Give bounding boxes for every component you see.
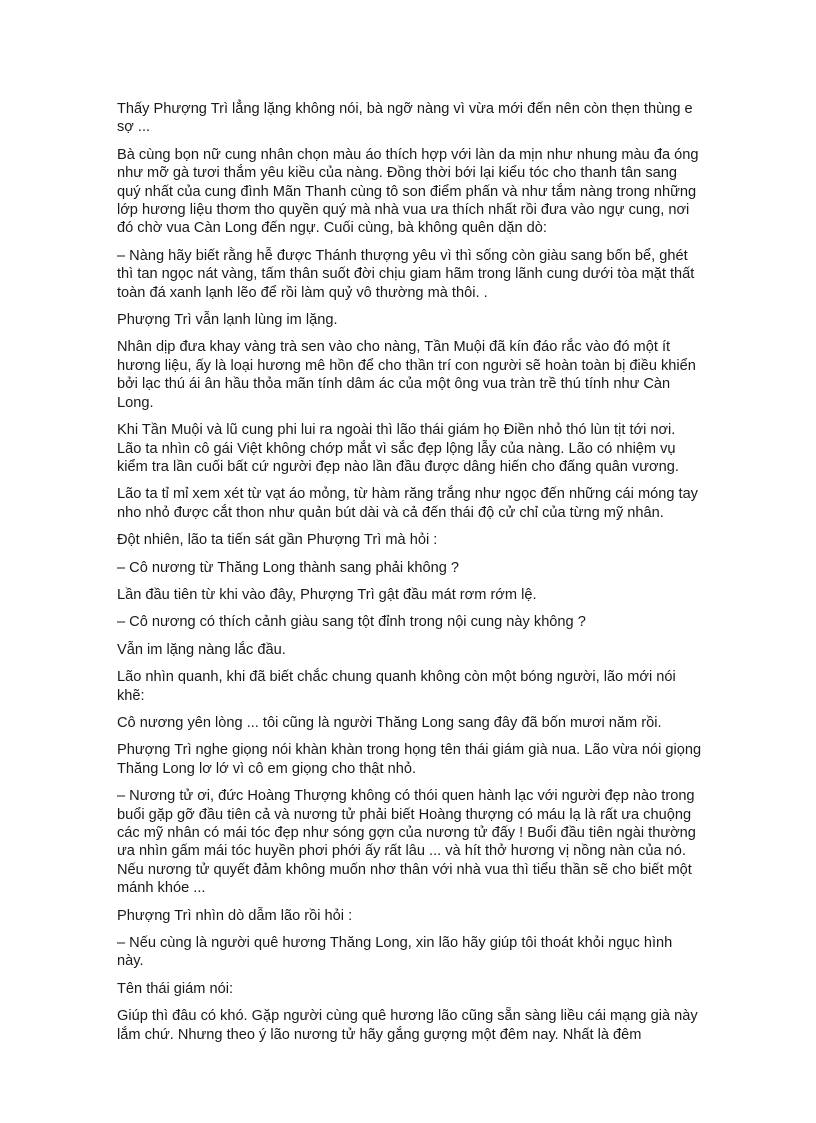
- paragraph-10: Lần đầu tiên từ khi vào đây, Phượng Trì gật đầu mát rơm rớm lệ.: [117, 586, 537, 603]
- paragraph-5: Nhân dịp đưa khay vàng trà sen vào cho nàng, Tần Muội đã kín đáo rắc vào đó một ít hương liệu, ấy là loại hương mê hồn để cho thần trí con người sẽ hoàn toàn bị điều khiển bởi lạc thú ái ân hầu thỏa mãn tính dâm ác của một ông vua tràn trề thú tính như Càn Long.: [117, 339, 696, 411]
- paragraph-17: Phượng Trì nhìn dò dẫm lão rồi hỏi :: [117, 907, 353, 924]
- paragraph-13: Lão nhìn quanh, khi đã biết chắc chung quanh không còn một bóng người, lão mới nói khẽ:: [117, 669, 676, 704]
- paragraph-14: Cô nương yên lòng ... tôi cũng là người Thăng Long sang đây đã bốn mươi năm rồi.: [117, 714, 662, 731]
- paragraph-4: Phượng Trì vẫn lạnh lùng im lặng.: [117, 312, 338, 329]
- paragraph-11: – Cô nương có thích cảnh giàu sang tột đỉnh trong nội cung này không ?: [117, 614, 586, 631]
- paragraph-15: Phượng Trì nghe giọng nói khàn khàn trong họng tên thái giám già nua. Lão vừa nói giọng Thăng Long lơ lớ vì cô em giọng cho thật nhỏ.: [117, 742, 702, 777]
- paragraph-8: Đột nhiên, lão ta tiến sát gần Phượng Trì mà hỏi :: [117, 532, 438, 549]
- paragraph-12: Vẫn im lặng nàng lắc đầu.: [117, 641, 286, 658]
- paragraph-9: – Cô nương từ Thăng Long thành sang phải không ?: [117, 559, 460, 576]
- paragraph-2: Bà cùng bọn nữ cung nhân chọn màu áo thích hợp với làn da mịn như nhung màu đa óng như mỡ gà tươi thắm yêu kiều của nàng. Đồng thời bới lại kiểu tóc cho thanh tân sang quý nhất của cung đình Mãn Thanh cùng tô son điểm phấn và như tắm nàng trong những lớp hương liệu thơm tho quyền quý mà nhà vua ưa thích nhất rồi đưa vào ngự cung, nơi đó chờ vua Càn Long đến ngự. Cuối cùng, bà không quên dặn dò:: [117, 146, 699, 237]
- document-page: [117, 100, 702, 1053]
- paragraph-7: Lão ta tỉ mỉ xem xét từ vạt áo mỏng, từ hàm răng trắng như ngọc đến những cái móng tay nho nhỏ được cắt thon như quản bút dài và cả đến thái độ cử chỉ của từng mỹ nhân.: [117, 486, 698, 521]
- paragraph-16: – Nương tử ơi, đức Hoàng Thượng không có thói quen hành lạc với người đẹp nào trong buổi gặp gỡ đầu tiên cả và nương tử phải biết Hoàng thượng có máu lạ là rất ưa chuộng các mỹ nhân có mái tóc đẹp như sóng gợn của nương tử đấy ! Buổi đầu tiên ngài thường ưa nhìn gấm mái tóc huyền phơi phới ấy rất lâu ... và hít thở hương vị nồng nàn của nó. Nếu nương tử quyết đảm không muốn nhơ thân với nhà vua thì tiểu thần sẽ cho biết một mánh khóe ...: [117, 788, 696, 897]
- paragraph-1: Thấy Phượng Trì lẳng lặng không nói, bà ngỡ nàng vì vừa mới đến nên còn thẹn thùng e sợ ...: [117, 101, 693, 136]
- paragraph-6: Khi Tần Muội và lũ cung phi lui ra ngoài thì lão thái giám họ Điền nhỏ thó lùn tịt tới nơi. Lão ta nhìn cô gái Việt không chớp mắt vì sắc đẹp lộng lẫy của nàng. Lão có nhiệm vụ kiểm tra lần cuối bất cứ người đẹp nào lần đầu được dâng hiến cho đấng quân vương.: [117, 422, 679, 475]
- paragraph-19: Tên thái giám nói:: [117, 980, 234, 997]
- paragraph-20: Giúp thì đâu có khó. Gặp người cùng quê hương lão cũng sẵn sàng liều cái mạng già này lắm chứ. Nhưng theo ý lão nương tử hãy gắng gượng một đêm nay. Nhất là đêm: [117, 1008, 698, 1043]
- paragraph-3: – Nàng hãy biết rằng hễ được Thánh thượng yêu vì thì sống còn giàu sang bốn bể, ghét thì tan ngọc nát vàng, tấm thân suốt đời chịu giam hãm trong lãnh cung dưới tòa mặt thất toàn đá xanh lạnh lẽo để rồi làm quỷ vô thường mà thôi. .: [117, 247, 695, 301]
- paragraph-18: – Nếu cùng là người quê hương Thăng Long, xin lão hãy giúp tôi thoát khỏi ngục hình này.: [117, 935, 673, 970]
